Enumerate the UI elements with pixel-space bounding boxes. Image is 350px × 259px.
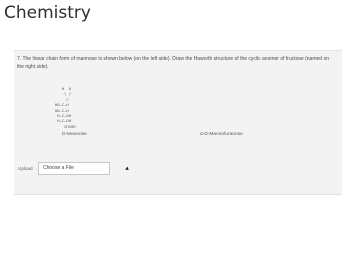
page-title: Chemistry	[4, 3, 91, 23]
structure-line: HO—C—H	[55, 107, 69, 113]
question-prompt: 7. The linear chain form of mannose is shown below (on the left side). Draw the Haworth structure of the cyclic anomer of fructose (named on the right side).	[17, 56, 329, 70]
structure-line: HO—C—H	[55, 102, 69, 108]
right-caption: α-D-Mannofuranose	[200, 132, 243, 137]
structure-line: H—C—OH	[55, 113, 72, 119]
choose-file-button[interactable]: Choose a File	[38, 162, 110, 175]
structure-line: H O	[55, 86, 72, 91]
upload-label: Upload	[18, 166, 33, 171]
structure-line: C	[55, 96, 69, 102]
left-caption: D-Mannose	[62, 132, 87, 137]
structure-line: H—C—OH	[55, 118, 72, 124]
mannose-structure	[55, 86, 115, 132]
structure-line: \ /	[55, 91, 72, 97]
structure-line: CH2OH	[55, 123, 76, 129]
upload-row	[18, 162, 338, 176]
